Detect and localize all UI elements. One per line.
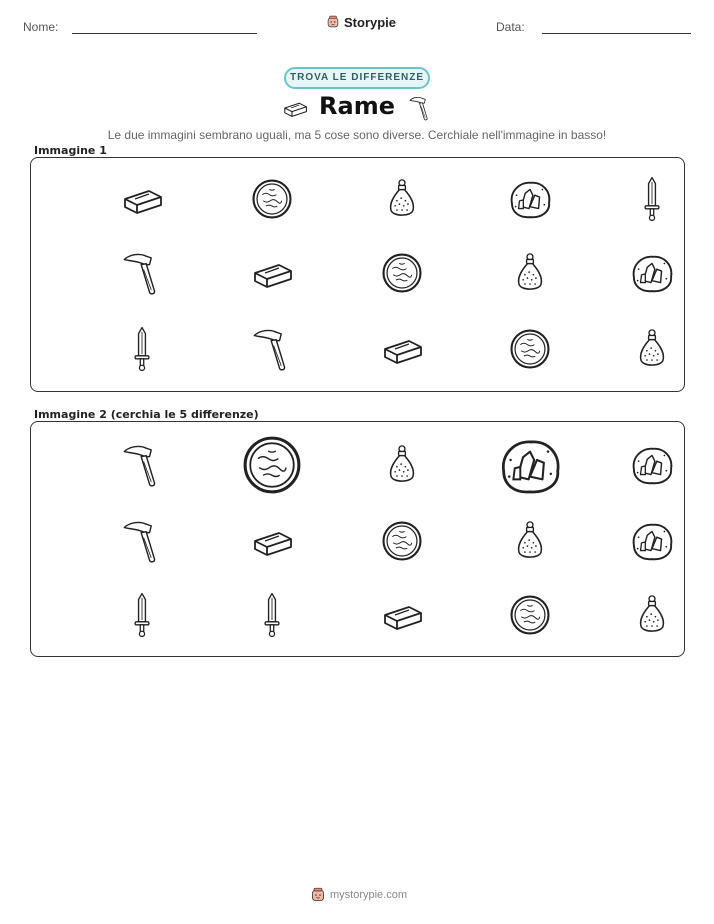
grid-cell[interactable] <box>587 576 714 654</box>
bottle-icon <box>635 327 669 371</box>
grid-cell[interactable] <box>465 426 595 504</box>
grid-cell <box>77 310 207 388</box>
hammer-icon <box>121 517 163 565</box>
grid-cell <box>77 160 207 238</box>
date-line[interactable] <box>542 33 691 34</box>
coin-icon <box>240 433 304 497</box>
bottle-icon <box>635 593 669 637</box>
storypie-mascot-icon <box>310 886 326 904</box>
panel1-label: Immagine 1 <box>34 144 107 157</box>
grid-cell[interactable] <box>207 426 337 504</box>
grid-cell[interactable] <box>465 576 595 654</box>
grid-cell <box>207 234 337 312</box>
instructions: Le due immagini sembrano uguali, ma 5 cose sono diverse. Cerchiale nell'immagine in basso! <box>107 128 607 142</box>
panel2-label: Immagine 2 (cerchia le 5 differenze) <box>34 408 259 421</box>
ingot-icon <box>247 521 297 561</box>
crystal-rock-icon <box>628 252 676 294</box>
name-line[interactable] <box>72 33 257 34</box>
coin-icon <box>380 519 424 563</box>
crystal-rock-icon <box>628 520 676 562</box>
grid-cell <box>465 310 595 388</box>
image-1-panel <box>30 157 685 392</box>
hammer-icon <box>408 94 432 122</box>
grid-cell[interactable] <box>207 576 337 654</box>
grid-cell[interactable] <box>77 502 207 580</box>
hammer-icon <box>121 249 163 297</box>
grid-cell <box>465 160 595 238</box>
crystal-rock-icon <box>495 435 565 496</box>
grid-cell <box>587 310 714 388</box>
footer-url: mystorypie.com <box>330 889 408 901</box>
ingot-icon <box>247 253 297 293</box>
ingot-icon <box>280 96 310 120</box>
grid-cell[interactable] <box>587 426 714 504</box>
hammer-icon <box>121 441 163 489</box>
grid-cell <box>207 310 337 388</box>
grid-cell[interactable] <box>587 502 714 580</box>
sword-icon <box>259 591 285 639</box>
ingot-icon <box>377 595 427 635</box>
coin-icon <box>508 593 552 637</box>
sword-icon <box>129 325 155 373</box>
grid-cell <box>337 234 467 312</box>
footer <box>310 886 407 904</box>
grid-cell <box>465 234 595 312</box>
grid-cell[interactable] <box>337 426 467 504</box>
grid-cell[interactable] <box>337 576 467 654</box>
grid-cell <box>77 234 207 312</box>
crystal-rock-icon <box>506 178 554 220</box>
name-label: Nome: <box>23 20 59 34</box>
grid-cell[interactable] <box>337 502 467 580</box>
bottle-icon <box>385 177 419 221</box>
coin-icon <box>380 251 424 295</box>
grid-cell <box>337 310 467 388</box>
storypie-mascot-icon <box>326 14 340 30</box>
grid-cell <box>587 234 714 312</box>
ingot-icon <box>377 329 427 369</box>
date-label: Data: <box>496 20 525 34</box>
brand-name: Storypie <box>344 14 397 30</box>
bottle-icon <box>513 519 547 563</box>
grid-cell <box>337 160 467 238</box>
image-2-panel[interactable] <box>30 421 685 657</box>
sword-icon <box>129 591 155 639</box>
crystal-rock-icon <box>628 444 676 486</box>
ingot-icon <box>117 179 167 219</box>
brand-logo <box>326 14 396 30</box>
grid-cell[interactable] <box>465 502 595 580</box>
coin-icon <box>250 177 294 221</box>
coin-icon <box>508 327 552 371</box>
hammer-icon <box>251 325 293 373</box>
grid-cell[interactable] <box>77 426 207 504</box>
activity-badge: TROVA LE DIFFERENZE <box>284 67 430 89</box>
bottle-icon <box>385 443 419 487</box>
grid-cell[interactable] <box>207 502 337 580</box>
sword-icon <box>639 175 665 223</box>
page-title: Rame <box>319 92 395 120</box>
bottle-icon <box>513 251 547 295</box>
grid-cell <box>207 160 337 238</box>
grid-cell[interactable] <box>77 576 207 654</box>
grid-cell <box>587 160 714 238</box>
